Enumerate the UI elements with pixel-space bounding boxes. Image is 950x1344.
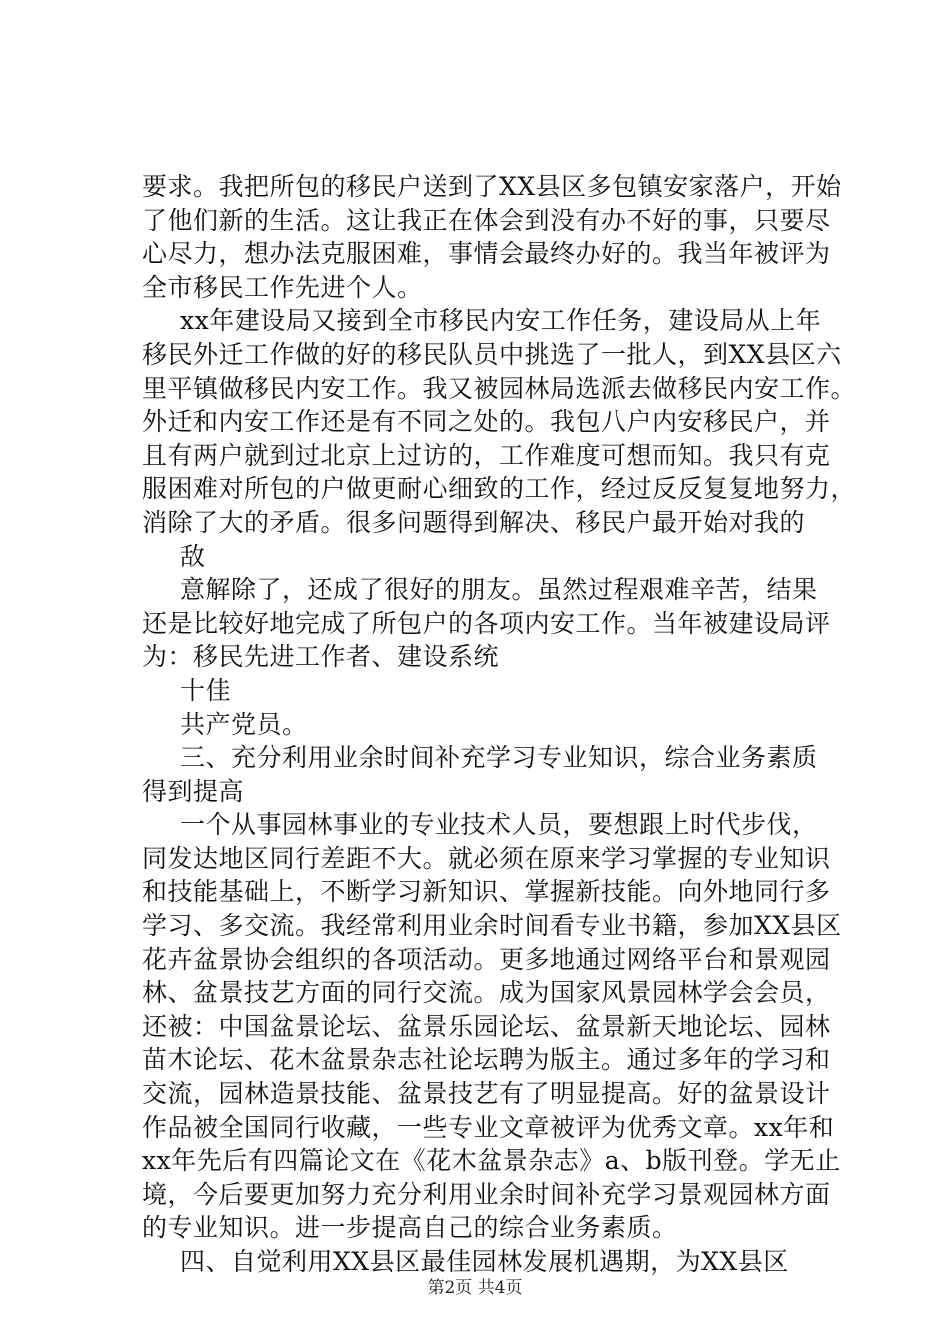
text-line: 的专业知识。进一步提高自己的综合业务素质。 [142, 1213, 678, 1243]
text-line: 十佳 [180, 675, 232, 705]
text-line: 作品被全国同行收藏，一些专业文章被评为优秀文章。xx年和 [142, 1112, 835, 1142]
text-line: 同发达地区同行差距不大。就必须在原来学习掌握的专业知识 [142, 843, 831, 873]
text-line: 还是比较好地完成了所包户的各项内安工作。当年被建设局评 [142, 608, 831, 638]
text-line: 服困难对所包的户做更耐心细致的工作，经过反反复复地努力， [142, 474, 857, 504]
document-body [142, 170, 857, 1279]
text-line: 学习、多交流。我经常利用业余时间看专业书籍，参加XX县区 [142, 911, 842, 941]
text-line: 得到提高 [142, 776, 245, 806]
text-line: 了他们新的生活。这让我正在体会到没有办不好的事，只要尽 [142, 205, 831, 235]
text-line: 四、自觉利用XX县区最佳园林发展机遇期，为XX县区 [180, 1247, 789, 1276]
text-line: 敌 [180, 541, 206, 571]
text-line: 里平镇做移民内安工作。我又被园林局选派去做移民内安工作。 [142, 373, 857, 403]
text-line: 一个从事园林事业的专业技术人员，要想跟上时代步伐， [180, 810, 818, 840]
text-line: 共产党员。 [180, 709, 308, 739]
text-line: 花卉盆景协会组织的各项活动。更多地通过网络平台和景观园 [142, 944, 831, 974]
text-line: 意解除了，还成了很好的朋友。虽然过程艰难辛苦，结果 [180, 575, 818, 605]
text-line: 外迁和内安工作还是有不同之处的。我包八户内安移民户，并 [142, 407, 831, 437]
text-line: 境，今后要更加努力充分利用业余时间补充学习景观园林方面 [142, 1179, 831, 1209]
text-line: 和技能基础上，不断学习新知识、掌握新技能。向外地同行多 [142, 877, 831, 907]
text-line: 且有两户就到过北京上过访的，工作难度可想而知。我只有克 [142, 440, 831, 470]
text-line: 为：移民先进工作者、建设系统 [142, 642, 500, 672]
text-line: 心尽力，想办法克服困难，事情会最终办好的。我当年被评为 [142, 239, 831, 269]
page-footer: 第2页 共4页 [427, 1278, 523, 1298]
text-line: xx年先后有四篇论文在《花木盆景杂志》a、b版刊登。学无止 [142, 1146, 841, 1176]
text-line: 交流，园林造景技能、盆景技艺有了明显提高。好的盆景设计 [142, 1079, 831, 1109]
text-line: 还被：中国盆景论坛、盆景乐园论坛、盆景新天地论坛、园林 [142, 1011, 831, 1041]
text-line: 三、充分利用业余时间补充学习专业知识，综合业务素质 [180, 743, 818, 773]
text-line: 要求。我把所包的移民户送到了XX县区多包镇安家落户，开始 [142, 172, 842, 201]
text-line: 全市移民工作先进个人。 [142, 272, 423, 302]
text-line: 移民外迁工作做的好的移民队员中挑选了一批人，到XX县区六 [142, 339, 842, 369]
text-line: 苗木论坛、花木盆景杂志社论坛聘为版主。通过多年的学习和 [142, 1045, 831, 1075]
text-line: 林、盆景技艺方面的同行交流。成为国家风景园林学会会员， [142, 978, 831, 1008]
text-line: xx年建设局又接到全市移民内安工作任务，建设局从上年 [180, 306, 822, 336]
text-line: 消除了大的矛盾。很多问题得到解决、移民户最开始对我的 [142, 507, 806, 537]
